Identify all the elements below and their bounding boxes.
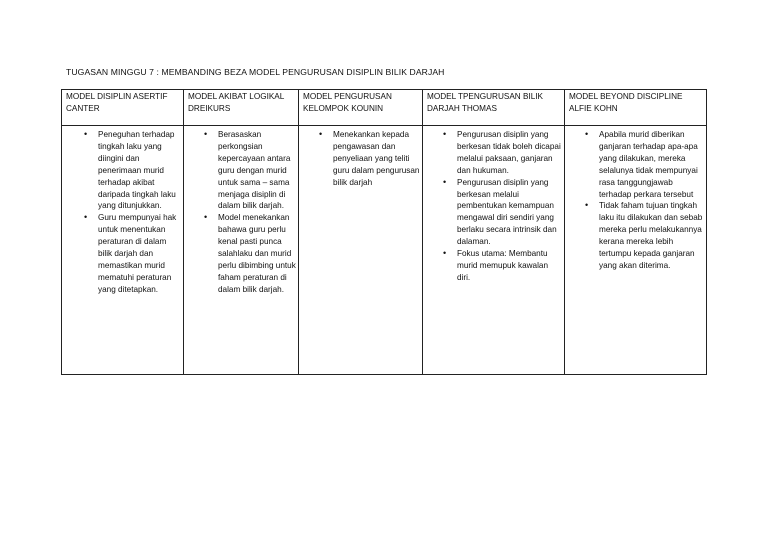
page-title: TUGASAN MINGGU 7 : MEMBANDING BEZA MODEL PENGURUSAN DISIPLIN BILIK DARJAH [66,67,445,77]
body-cell-canter [62,126,184,375]
body-cell-dreikurs [184,126,299,375]
list-item: • Pengurusan disiplin yang berkesan melalui pembentukan kemampuan mengawal diri sendiri yang berlaku secara intrinsik dan dalaman. [457,177,562,248]
column-header: MODEL BEYOND DISCIPLINE ALFIE KOHN [569,92,683,113]
list-item: • Model menekankan bahawa guru perlu kenal pasti punca salahlaku dan murid perlu dibimbing untuk faham peraturan di dalam bilik darjah. [218,212,296,295]
header-cell-dreikurs [184,90,299,126]
bullet-list [62,126,183,296]
table-header-row [62,90,707,126]
bullet-list [423,126,564,284]
bullet-list [565,126,706,272]
list-item: • Pengurusan disiplin yang berkesan tidak boleh dicapai melalui paksaan, ganjaran dan hukuman. [457,129,562,177]
comparison-table [61,89,707,375]
header-cell-canter [62,90,184,126]
body-cell-kohn [565,126,707,375]
list-item: • Fokus utama: Membantu murid memupuk kawalan diri. [457,248,562,284]
list-item: • Berasaskan perkongsian kepercayaan antara guru dengan murid untuk sama – sama menjaga disiplin di dalam bilik darjah. [218,129,296,212]
column-header: MODEL AKIBAT LOGIKAL DREIKURS [188,92,285,113]
list-item: • Apabila murid diberikan ganjaran terhadap apa-apa yang dilakukan, mereka selalunya tidak mempunyai rasa tanggungjawab terhadap perkara tersebut [599,129,704,200]
header-cell-kohn [565,90,707,126]
list-item: • Tidak faham tujuan tingkah laku itu dilakukan dan sebab mereka perlu melakukannya kerana mereka lebih tertumpu kepada ganjaran yang akan diterima. [599,200,704,271]
table-body-row [62,126,707,375]
header-cell-thomas [423,90,565,126]
list-item: • Menekankan kepada pengawasan dan penyeliaan yang teliti guru dalam pengurusan bilik darjah [333,129,420,189]
body-cell-kounin [299,126,423,375]
column-header: MODEL TPENGURUSAN BILIK DARJAH THOMAS [427,92,544,113]
bullet-list [299,126,422,189]
column-header: MODEL PENGURUSAN KELOMPOK KOUNIN [303,92,392,113]
list-item: • Peneguhan terhadap tingkah laku yang diingini dan penerimaan murid terhadap akibat daripada tingkah laku yang ditunjukkan. [98,129,181,212]
body-cell-thomas [423,126,565,375]
column-header: MODEL DISIPLIN ASERTIF CANTER [66,92,168,113]
bullet-list [184,126,298,296]
header-cell-kounin [299,90,423,126]
list-item: • Guru mempunyai hak untuk menentukan peraturan di dalam bilik darjah dan memastikan murid mematuhi peraturan yang ditetapkan. [98,212,181,295]
